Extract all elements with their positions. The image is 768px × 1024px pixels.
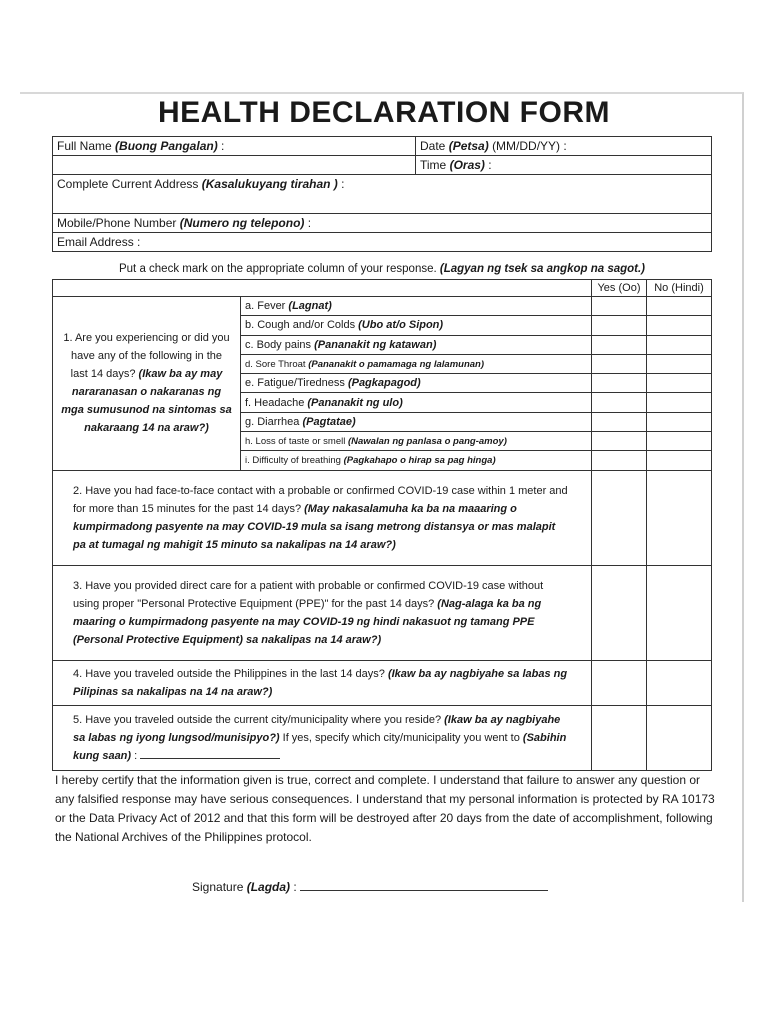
symptom-headache: f. Headache (Pananakit ng ulo) — [241, 393, 592, 412]
email-field[interactable]: Email Address : — [53, 233, 712, 252]
yes-checkbox[interactable] — [592, 354, 647, 373]
signature-field[interactable]: Signature (Lagda) : — [192, 880, 548, 894]
question-1: 1. Are you experiencing or did you have any of the following in the last 14 days? (Ikaw ba ay may nararanasan o nakaranas ng mga sumusunod na sintomas sa nakaraang 14 na araw?) — [53, 297, 241, 471]
symptom-body-pains: c. Body pains (Pananakit ng katawan) — [241, 335, 592, 354]
signature-line[interactable] — [300, 890, 548, 891]
time-field[interactable]: Time (Oras) : — [416, 156, 712, 175]
symptom-diarrhea: g. Diarrhea (Pagtatae) — [241, 412, 592, 431]
no-checkbox[interactable] — [647, 432, 712, 451]
yes-column-header: Yes (Oo) — [592, 280, 647, 297]
no-checkbox[interactable] — [647, 470, 712, 565]
question-5: 5. Have you traveled outside the current city/municipality where you reside? (Ikaw ba ay nagbiyahe sa labas ng iyong lungsod/munisipyo?) If yes, specify which city/municipality you went to (Sabihin kung saan) : — [53, 705, 592, 770]
yes-checkbox[interactable] — [592, 705, 647, 770]
address-field[interactable]: Complete Current Address (Kasalukuyang tirahan ) : — [53, 175, 712, 214]
yes-checkbox[interactable] — [592, 393, 647, 412]
no-checkbox[interactable] — [647, 660, 712, 705]
question-2: 2. Have you had face-to-face contact with a probable or confirmed COVID-19 case within 1 meter and for more than 15 minutes for the past 14 days? (May nakasalamuha ka ba na maaaring o kumpirmadong pasyente na may COVID-19 mula sa isang metrong distansya or mas malapit pa at tumagal ng mahigit 15 minuto sa nakalipas na 14 araw?) — [53, 470, 592, 565]
no-checkbox[interactable] — [647, 354, 712, 373]
symptom-difficulty-breathing: i. Difficulty of breathing (Pagkahapo o hirap sa pag hinga) — [241, 451, 592, 470]
no-checkbox[interactable] — [647, 451, 712, 470]
personal-info-table — [52, 136, 712, 252]
yes-checkbox[interactable] — [592, 451, 647, 470]
date-field[interactable]: Date (Petsa) (MM/DD/YY) : — [416, 137, 712, 156]
symptom-sore-throat: d. Sore Throat (Pananakit o pamamaga ng lalamunan) — [241, 354, 592, 373]
yes-checkbox[interactable] — [592, 297, 647, 316]
yes-checkbox[interactable] — [592, 660, 647, 705]
no-checkbox[interactable] — [647, 412, 712, 431]
symptom-cough: b. Cough and/or Colds (Ubo at/o Sipon) — [241, 316, 592, 335]
form-title: HEALTH DECLARATION FORM — [157, 96, 610, 129]
yes-checkbox[interactable] — [592, 565, 647, 660]
yes-checkbox[interactable] — [592, 470, 647, 565]
no-checkbox[interactable] — [647, 565, 712, 660]
symptom-loss-of-taste: h. Loss of taste or smell (Nawalan ng panlasa o pang-amoy) — [241, 432, 592, 451]
mobile-field[interactable]: Mobile/Phone Number (Numero ng telepono) : — [53, 214, 712, 233]
symptom-fever: a. Fever (Lagnat) — [241, 297, 592, 316]
no-checkbox[interactable] — [647, 374, 712, 393]
yes-checkbox[interactable] — [592, 412, 647, 431]
no-checkbox[interactable] — [647, 297, 712, 316]
no-checkbox[interactable] — [647, 393, 712, 412]
questionnaire-table — [52, 279, 712, 771]
city-answer-line[interactable] — [140, 758, 280, 759]
no-checkbox[interactable] — [647, 705, 712, 770]
question-3: 3. Have you provided direct care for a patient with probable or confirmed COVID-19 case without using proper "Personal Protective Equipment (PPE)" for the past 14 days? (Nag-alaga ka ba ng maaring o kumpirmadong pasyente na may COVID-19 ng hindi nakasuot ng tamang PPE (Personal Protective Equipment) sa nakalipas na 14 araw?) — [53, 565, 592, 660]
yes-checkbox[interactable] — [592, 374, 647, 393]
no-checkbox[interactable] — [647, 335, 712, 354]
question-4: 4. Have you traveled outside the Philippines in the last 14 days? (Ikaw ba ay nagbiyahe sa labas ng Pilipinas sa nakalipas na 14 na araw?) — [53, 660, 592, 705]
yes-checkbox[interactable] — [592, 432, 647, 451]
certification-text: I hereby certify that the information given is true, correct and complete. I understand that failure to answer any question or any falsified response may have serious consequences. I understand that my personal information is protected by RA 10173 or the Data Privacy Act of 2012 and that this form will be destroyed after 20 days from the date of accomplishment, following the National Archives of the Philippines protocol. — [55, 773, 715, 844]
yes-checkbox[interactable] — [592, 316, 647, 335]
no-checkbox[interactable] — [647, 316, 712, 335]
yes-checkbox[interactable] — [592, 335, 647, 354]
instruction: Put a check mark on the appropriate column of your response. (Lagyan ng tsek sa angkop na sagot.) — [118, 263, 646, 275]
full-name-field[interactable]: Full Name (Buong Pangalan) : — [53, 137, 416, 156]
symptom-fatigue: e. Fatigue/Tiredness (Pagkapagod) — [241, 374, 592, 393]
no-column-header: No (Hindi) — [647, 280, 712, 297]
